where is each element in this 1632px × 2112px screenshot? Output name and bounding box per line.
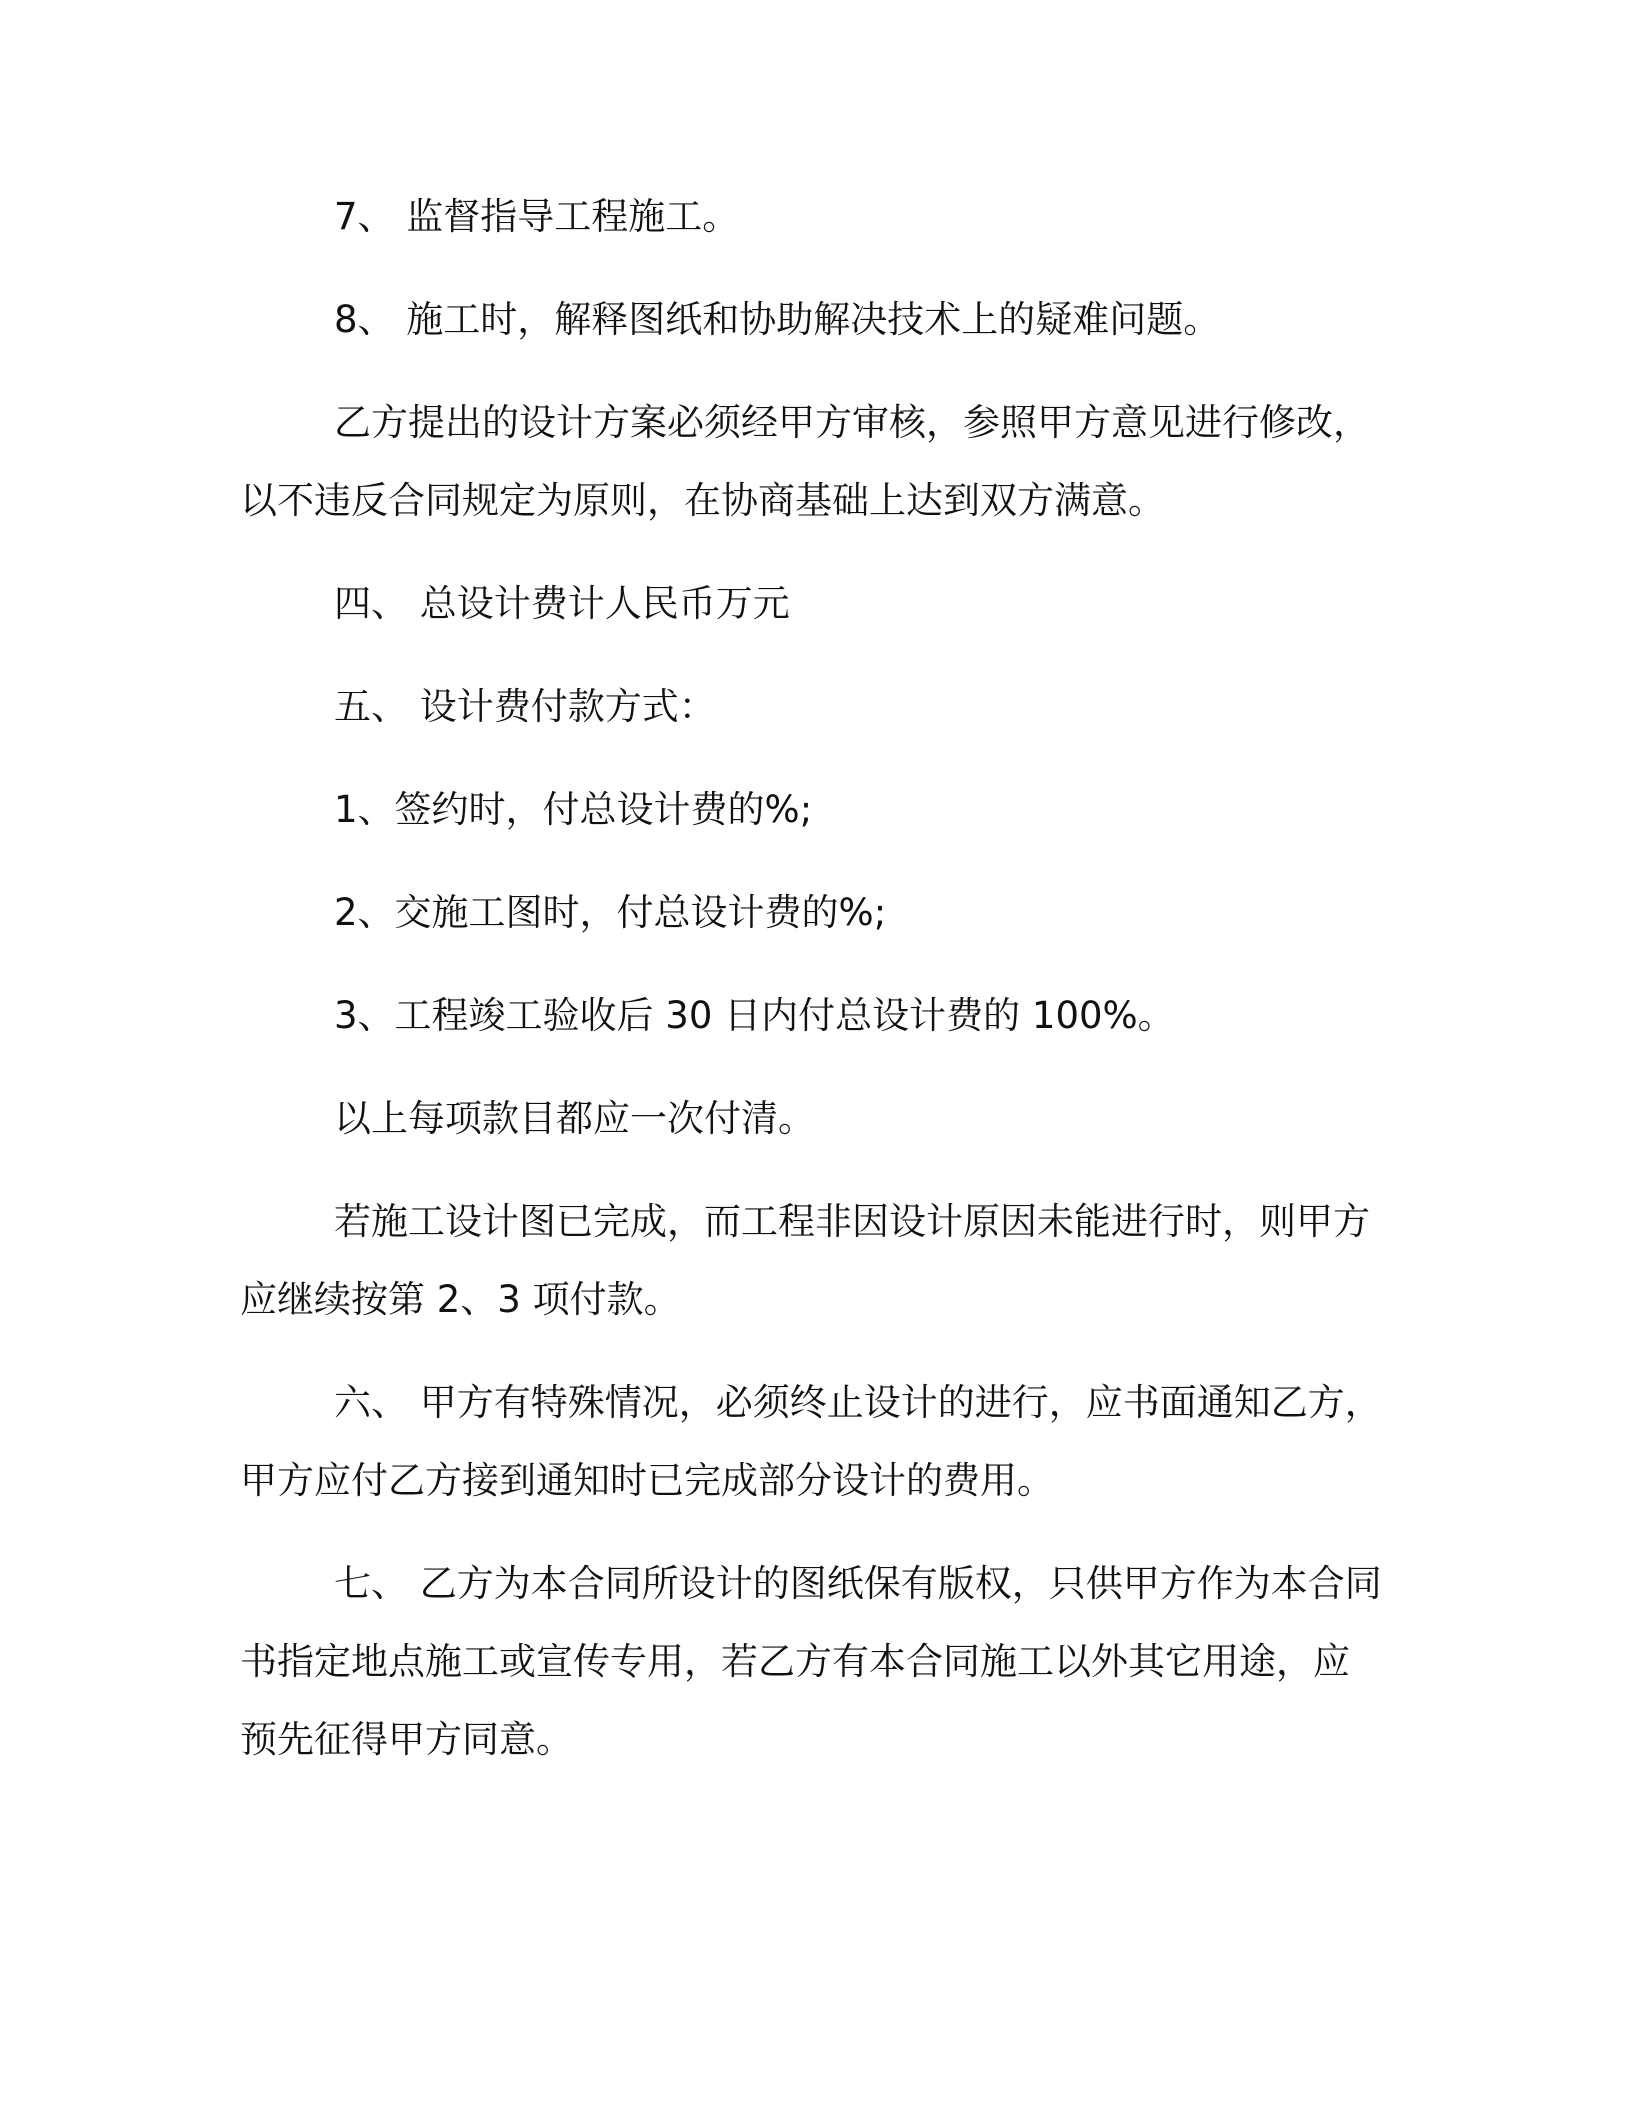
payment-item-2 xyxy=(240,874,1390,952)
paragraph-line: 书指定地点施工或宣传专用，若乙方有本合同施工以外其它用途，应 xyxy=(240,1640,1350,1683)
paragraph-line: 乙方提出的设计方案必须经甲方审核，参照甲方意见进行修改， xyxy=(334,401,1370,444)
paragraph-line: 2、交施工图时，付总设计费的%; xyxy=(334,891,887,934)
paragraph-line: 8、 施工时，解释图纸和协助解决技术上的疑难问题。 xyxy=(334,298,1221,341)
paragraph-line: 甲方应付乙方接到通知时已完成部分设计的费用。 xyxy=(240,1459,1054,1502)
paragraph-line: 以不违反合同规定为原则，在协商基础上达到双方满意。 xyxy=(240,479,1165,522)
payment-item-1 xyxy=(240,771,1390,849)
paragraph-pay-in-full xyxy=(240,1080,1390,1158)
paragraph-line: 预先征得甲方同意。 xyxy=(240,1718,573,1761)
section-5-payment-method xyxy=(240,668,1390,746)
paragraph-line: 六、 甲方有特殊情况，必须终止设计的进行，应书面通知乙方， xyxy=(334,1381,1382,1424)
paragraph-item-8 xyxy=(240,281,1390,359)
section-7-copyright xyxy=(240,1545,1390,1779)
paragraph-line: 1、签约时，付总设计费的%; xyxy=(334,788,813,831)
paragraph-line: 四、 总设计费计人民币万元 xyxy=(334,582,790,625)
section-4-total-fee xyxy=(240,565,1390,643)
paragraph-line: 若施工设计图已完成，而工程非因设计原因未能进行时，则甲方 xyxy=(334,1200,1370,1243)
paragraph-line: 7、 监督指导工程施工。 xyxy=(334,195,740,238)
paragraph-line: 以上每项款目都应一次付清。 xyxy=(334,1097,815,1140)
section-6-termination xyxy=(240,1364,1390,1520)
paragraph-line: 五、 设计费付款方式： xyxy=(334,685,716,728)
paragraph-construction-delay xyxy=(240,1183,1390,1339)
paragraph-item-7 xyxy=(240,178,1390,256)
paragraph-line: 七、 乙方为本合同所设计的图纸保有版权，只供甲方作为本合同 xyxy=(334,1562,1382,1605)
paragraph-line: 3、工程竣工验收后 30 日内付总设计费的 100%。 xyxy=(334,994,1175,1037)
paragraph-line: 应继续按第 2、3 项付款。 xyxy=(240,1278,681,1321)
payment-item-3 xyxy=(240,977,1390,1055)
paragraph-design-review xyxy=(240,384,1390,540)
